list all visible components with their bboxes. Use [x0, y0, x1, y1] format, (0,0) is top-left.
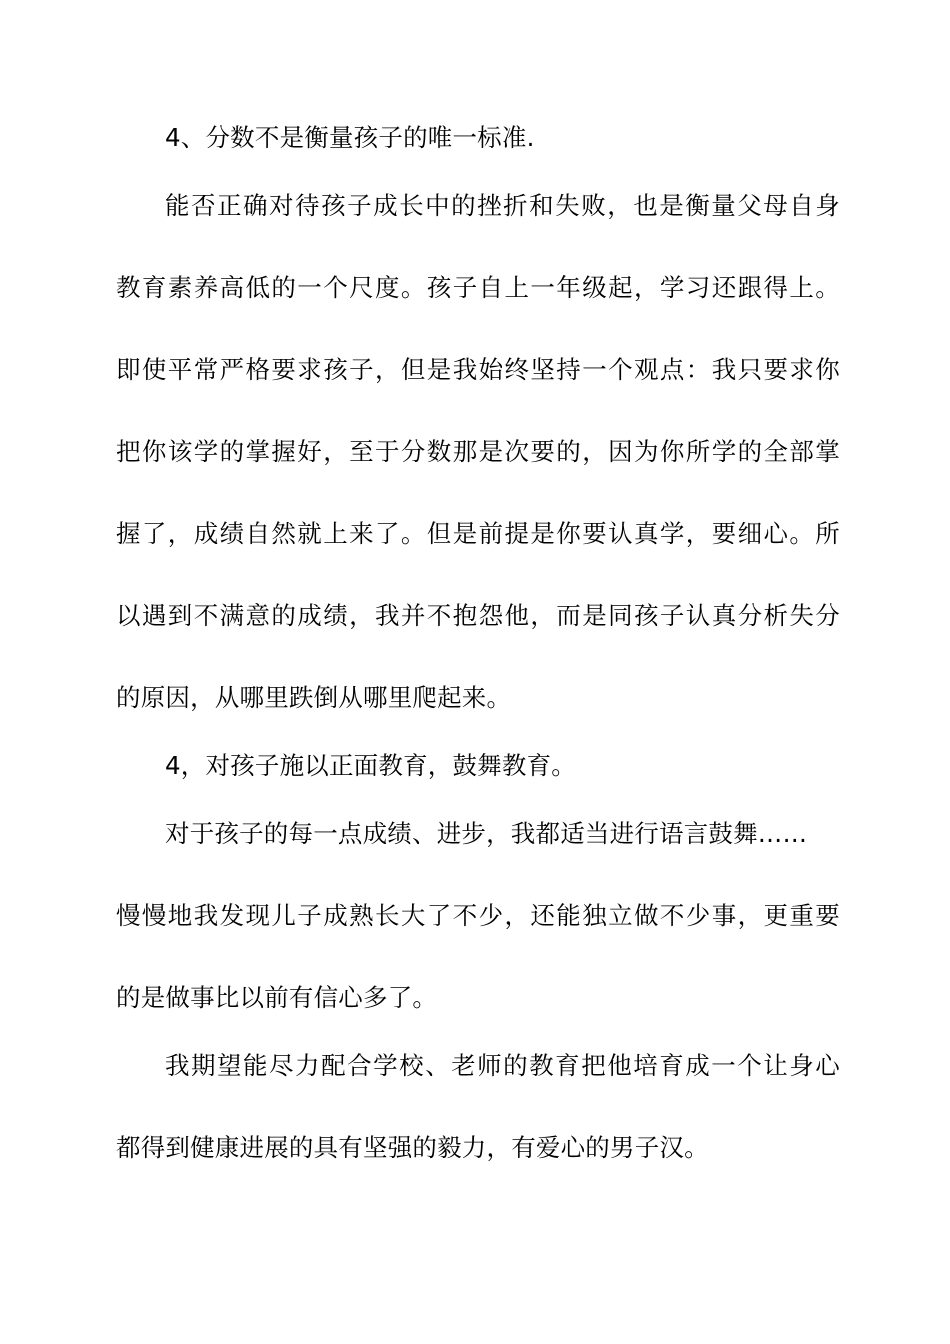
heading-positive-education: 4，对孩子施以正面教育，鼓舞教育。	[165, 751, 576, 780]
paragraph-line: 对于孩子的每一点成绩、进步，我都适当进行语言鼓舞……	[165, 819, 808, 848]
paragraph-line: 把你该学的掌握好，至于分数那是次要的，因为你所学的全部掌	[116, 437, 840, 466]
paragraph-line: 以遇到不满意的成绩，我并不抱怨他，而是同孩子认真分析失分	[116, 601, 840, 630]
paragraph-line: 能否正确对待孩子成长中的挫折和失败，也是衡量父母自身	[165, 191, 840, 220]
paragraph-line: 的是做事比以前有信心多了。	[116, 983, 438, 1012]
paragraph-line: 即使平常严格要求孩子，但是我始终坚持一个观点：我只要求你	[116, 355, 840, 384]
heading-score-standard: 4、分数不是衡量孩子的唯一标准.	[165, 123, 535, 152]
paragraph-line: 都得到健康进展的具有坚强的毅力，有爱心的男子汉。	[116, 1133, 709, 1162]
paragraph-line: 教育素养高低的一个尺度。孩子自上一年级起，学习还跟得上。	[116, 273, 840, 302]
paragraph-line: 慢慢地我发现儿子成熟长大了不少，还能独立做不少事，更重要	[116, 901, 840, 930]
paragraph-line: 我期望能尽力配合学校、老师的教育把他培育成一个让身心	[165, 1051, 840, 1080]
paragraph-line: 的原因，从哪里跌倒从哪里爬起来。	[116, 683, 512, 712]
paragraph-line: 握了，成绩自然就上来了。但是前提是你要认真学，要细心。所	[116, 519, 840, 548]
